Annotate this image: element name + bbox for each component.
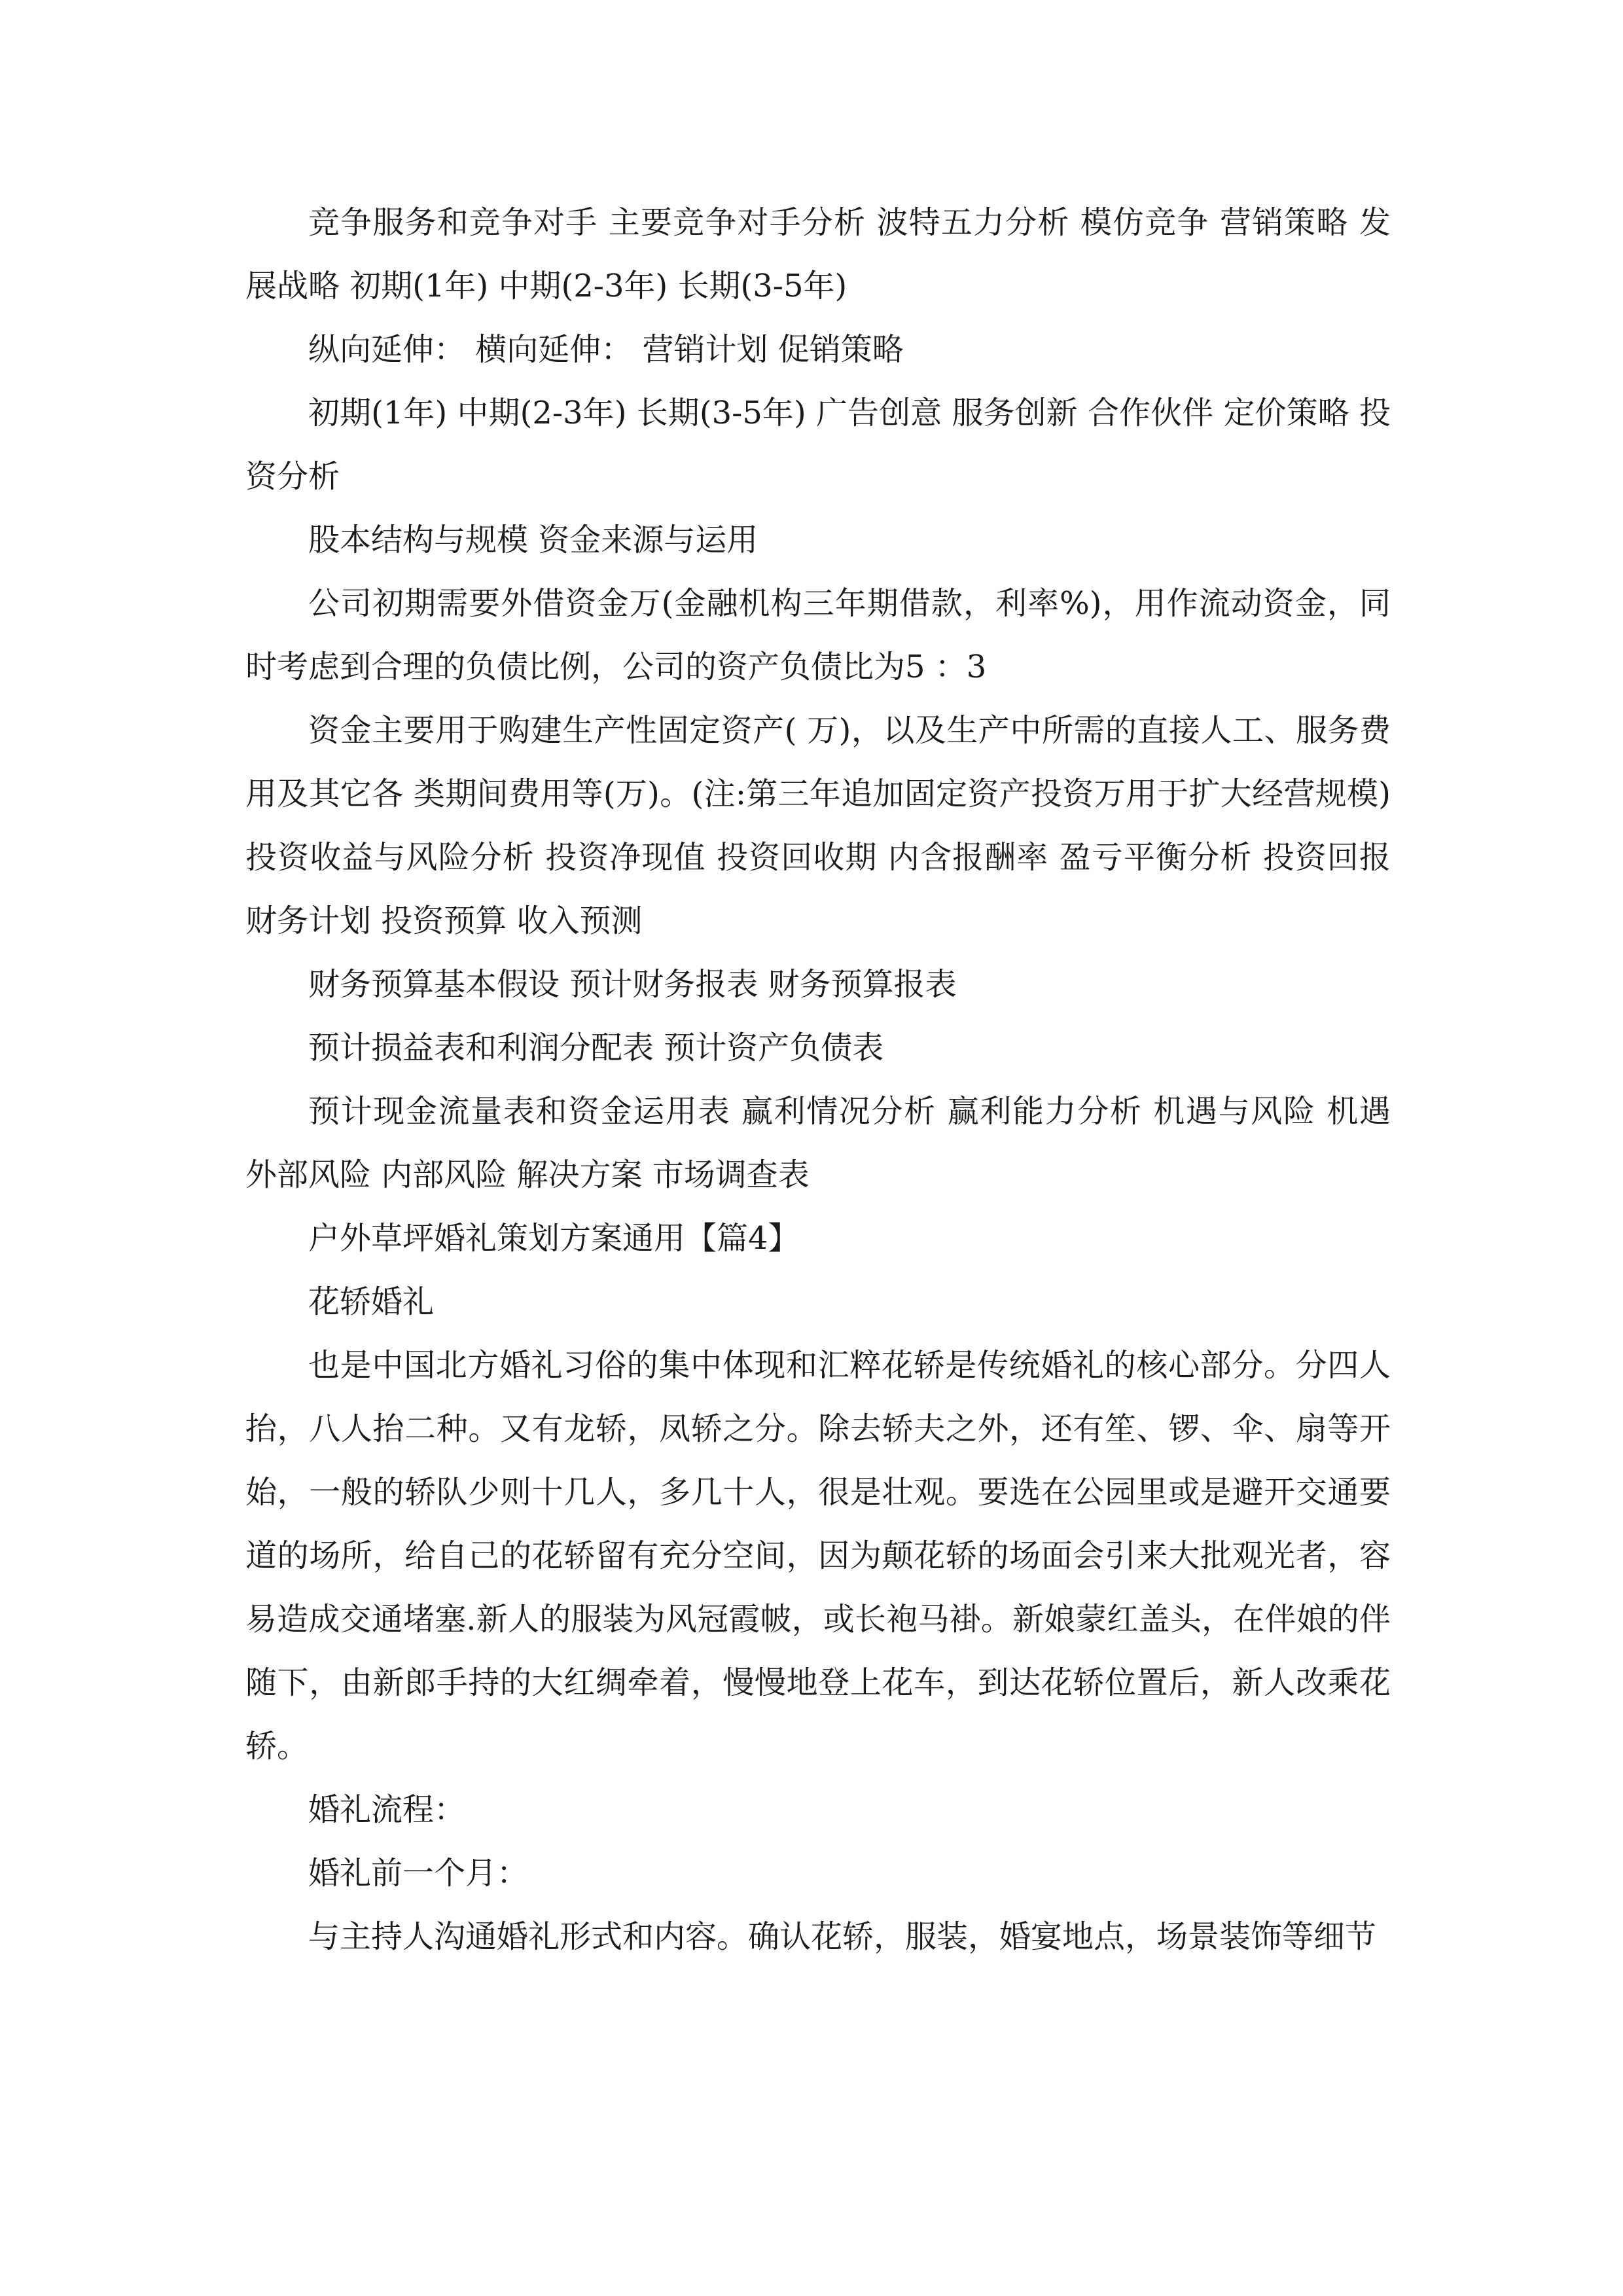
paragraph-borrowing: 公司初期需要外借资金万(金融机构三年期借款，利率%)，用作流动资金，同时考虑到合理的负债比例，公司的资产负债比为5 ：3: [245, 585, 1391, 685]
paragraph-budget-assumptions: 财务预算基本假设 预计财务报表 财务预算报表: [308, 966, 957, 1003]
subheading-one-month-before: 婚礼前一个月：: [308, 1855, 529, 1892]
subheading-sedan-wedding: 花轿婚礼: [308, 1283, 435, 1320]
paragraph-sedan-description: 也是中国北方婚礼习俗的集中体现和汇粹花轿是传统婚礼的核心部分。分四人抬，八人抬二种。又有龙轿，凤轿之分。除去轿夫之外，还有笙、锣、伞、扇等开始，一般的轿队少则十几人，多几十人，很是壮观。要选在公园里或是避开交通要道的场所，给自己的花轿留有充分空间，因为颠花轿的场面会引来大批观光者，容易造成交通堵塞.新人的服装为风冠霞帔，或长袍马褂。新娘蒙红盖头，在伴娘的伴随下，由新郎手持的大红绸牵着，慢慢地登上花车，到达花轿位置后，新人改乘花轿。: [245, 1347, 1391, 1765]
paragraph-phases: 初期(1年) 中期(2-3年) 长期(3-5年) 广告创意 服务创新 合作伙伴 定价策略 投资分析: [245, 395, 1391, 495]
paragraph-cash-flow: 预计现金流量表和资金运用表 赢利情况分析 赢利能力分析 机遇与风险 机遇 外部风险 内部风险 解决方案 市场调查表: [245, 1093, 1391, 1193]
paragraph-income-statement: 预计损益表和利润分配表 预计资产负债表: [308, 1030, 884, 1066]
body-text: [245, 191, 1391, 1969]
paragraph-host-communication: 与主持人沟通婚礼形式和内容。确认花轿，服装，婚宴地点，场景装饰等细节: [308, 1918, 1377, 1955]
subheading-wedding-process: 婚礼流程：: [308, 1791, 466, 1828]
paragraph-equity: 股本结构与规模 资金来源与运用: [308, 522, 758, 558]
paragraph-extension: 纵向延伸： 横向延伸： 营销计划 促销策略: [308, 331, 904, 368]
paragraph-fund-use: 资金主要用于购建生产性固定资产( 万)，以及生产中所需的直接人工、服务费用及其它各 类期间费用等(万)。(注:第三年追加固定资产投资万用于扩大经营规模) 投资收益与风险分析 投资净现值 投资回收期 内含报酬率 盈亏平衡分析 投资回报 财务计划 投资预算 收入预测: [245, 712, 1391, 939]
section-heading: 户外草坪婚礼策划方案通用【篇4】: [308, 1220, 800, 1257]
paragraph-competition: 竞争服务和竞争对手 主要竞争对手分析 波特五力分析 模仿竞争 营销策略 发展战略 初期(1年) 中期(2-3年) 长期(3-5年): [245, 204, 1391, 304]
